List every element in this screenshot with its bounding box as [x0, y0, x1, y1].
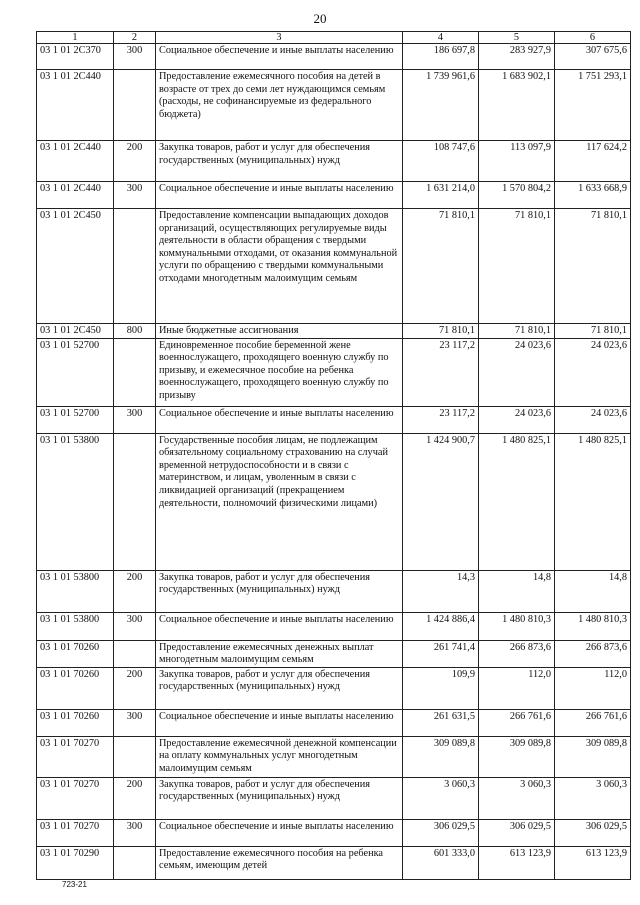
row-value-year-3: 306 029,5	[555, 819, 631, 846]
row-expense-type	[114, 736, 156, 777]
row-value-year-2: 24 023,6	[479, 338, 555, 406]
row-code: 03 1 01 53800	[37, 570, 114, 612]
table-row	[37, 141, 631, 182]
row-value-year-2: 309 089,8	[479, 736, 555, 777]
row-value-year-2: 1 683 902,1	[479, 70, 555, 141]
row-value-year-3: 1 480 810,3	[555, 612, 631, 640]
row-code: 03 1 01 2С440	[37, 70, 114, 141]
row-value-year-3: 24 023,6	[555, 406, 631, 433]
row-value-year-2: 283 927,9	[479, 44, 555, 70]
row-value-year-3: 117 624,2	[555, 141, 631, 182]
row-code: 03 1 01 52700	[37, 406, 114, 433]
row-expense-type: 300	[114, 709, 156, 736]
row-name: Закупка товаров, работ и услуг для обеспечения государственных (муниципальных) нужд	[156, 141, 403, 182]
row-value-year-3: 266 761,6	[555, 709, 631, 736]
row-value-year-1: 71 810,1	[403, 209, 479, 324]
row-value-year-2: 14,8	[479, 570, 555, 612]
row-value-year-3: 266 873,6	[555, 640, 631, 667]
table-row	[37, 640, 631, 667]
row-value-year-2: 113 097,9	[479, 141, 555, 182]
row-code: 03 1 01 2С450	[37, 209, 114, 324]
row-code: 03 1 01 70270	[37, 736, 114, 777]
row-value-year-3: 71 810,1	[555, 324, 631, 339]
table-row	[37, 709, 631, 736]
row-value-year-3: 1 480 825,1	[555, 433, 631, 570]
row-code: 03 1 01 2С370	[37, 44, 114, 70]
header-col-4: 4	[403, 32, 479, 44]
row-expense-type	[114, 640, 156, 667]
row-value-year-1: 261 741,4	[403, 640, 479, 667]
row-name: Предоставление ежемесячного пособия на детей в возрасте от трех до семи лет нуждающимся семьям (расходы, не софинансируемые из федерального бюджета)	[156, 70, 403, 141]
row-value-year-3: 3 060,3	[555, 777, 631, 819]
row-value-year-2: 112,0	[479, 667, 555, 709]
row-name: Социальное обеспечение и иные выплаты населению	[156, 44, 403, 70]
table-row	[37, 406, 631, 433]
row-value-year-1: 1 739 961,6	[403, 70, 479, 141]
table-row	[37, 338, 631, 406]
row-value-year-2: 24 023,6	[479, 406, 555, 433]
row-value-year-3: 1 633 668,9	[555, 182, 631, 209]
row-code: 03 1 01 53800	[37, 433, 114, 570]
table-row	[37, 570, 631, 612]
table-row	[37, 777, 631, 819]
row-code: 03 1 01 70260	[37, 640, 114, 667]
row-value-year-3: 613 123,9	[555, 846, 631, 879]
table-row	[37, 846, 631, 879]
header-col-1: 1	[37, 32, 114, 44]
row-expense-type	[114, 209, 156, 324]
row-expense-type: 200	[114, 141, 156, 182]
row-value-year-1: 186 697,8	[403, 44, 479, 70]
budget-table	[36, 31, 631, 880]
row-value-year-2: 1 480 810,3	[479, 612, 555, 640]
footer-code: 723-21	[62, 880, 87, 889]
row-expense-type	[114, 338, 156, 406]
table-row	[37, 667, 631, 709]
row-expense-type: 300	[114, 819, 156, 846]
table-row	[37, 70, 631, 141]
row-expense-type: 200	[114, 667, 156, 709]
row-name: Социальное обеспечение и иные выплаты населению	[156, 819, 403, 846]
row-code: 03 1 01 70260	[37, 709, 114, 736]
row-name: Социальное обеспечение и иные выплаты населению	[156, 182, 403, 209]
row-code: 03 1 01 53800	[37, 612, 114, 640]
row-expense-type: 300	[114, 612, 156, 640]
row-value-year-1: 1 631 214,0	[403, 182, 479, 209]
row-value-year-3: 1 751 293,1	[555, 70, 631, 141]
row-code: 03 1 01 2С440	[37, 141, 114, 182]
row-code: 03 1 01 2С450	[37, 324, 114, 339]
row-expense-type	[114, 433, 156, 570]
row-value-year-3: 14,8	[555, 570, 631, 612]
row-expense-type: 800	[114, 324, 156, 339]
row-value-year-1: 23 117,2	[403, 406, 479, 433]
row-name: Социальное обеспечение и иные выплаты населению	[156, 406, 403, 433]
row-name: Предоставление ежемесячного пособия на ребенка семьям, имеющим детей	[156, 846, 403, 879]
row-value-year-2: 1 570 804,2	[479, 182, 555, 209]
row-value-year-1: 306 029,5	[403, 819, 479, 846]
table-row	[37, 44, 631, 70]
row-name: Предоставление компенсации выпадающих доходов организаций, осуществляющих регулируемые виды деятельности в области обращения с твердыми коммунальными отходами, от оказания коммунальной услуги по обращению с твердыми коммунальными отходами многодетным малоимущим семьям	[156, 209, 403, 324]
row-code: 03 1 01 70290	[37, 846, 114, 879]
row-code: 03 1 01 2С440	[37, 182, 114, 209]
row-value-year-1: 108 747,6	[403, 141, 479, 182]
row-value-year-1: 1 424 886,4	[403, 612, 479, 640]
row-value-year-1: 309 089,8	[403, 736, 479, 777]
row-name: Социальное обеспечение и иные выплаты населению	[156, 612, 403, 640]
row-value-year-2: 71 810,1	[479, 209, 555, 324]
row-name: Предоставление ежемесячных денежных выплат многодетным малоимущим семьям	[156, 640, 403, 667]
row-name: Закупка товаров, работ и услуг для обеспечения государственных (муниципальных) нужд	[156, 667, 403, 709]
row-value-year-2: 266 873,6	[479, 640, 555, 667]
row-expense-type: 300	[114, 182, 156, 209]
header-row	[37, 32, 631, 44]
row-value-year-1: 14,3	[403, 570, 479, 612]
row-expense-type	[114, 846, 156, 879]
row-value-year-3: 24 023,6	[555, 338, 631, 406]
row-value-year-3: 307 675,6	[555, 44, 631, 70]
row-name: Закупка товаров, работ и услуг для обеспечения государственных (муниципальных) нужд	[156, 777, 403, 819]
row-code: 03 1 01 52700	[37, 338, 114, 406]
table-row	[37, 182, 631, 209]
table-row	[37, 433, 631, 570]
row-code: 03 1 01 70260	[37, 667, 114, 709]
table-row	[37, 324, 631, 339]
header-col-5: 5	[479, 32, 555, 44]
header-col-3: 3	[156, 32, 403, 44]
row-value-year-2: 71 810,1	[479, 324, 555, 339]
row-value-year-1: 261 631,5	[403, 709, 479, 736]
row-value-year-2: 1 480 825,1	[479, 433, 555, 570]
row-value-year-2: 266 761,6	[479, 709, 555, 736]
table-row	[37, 209, 631, 324]
table-row	[37, 819, 631, 846]
row-expense-type: 200	[114, 570, 156, 612]
row-name: Единовременное пособие беременной жене военнослужащего, проходящего военную службу по призыву, и ежемесячное пособие на ребенка военнослужащего, проходящего военную службу по призыву	[156, 338, 403, 406]
row-name: Предоставление ежемесячной денежной компенсации на оплату коммунальных услуг многодетным малоимущим семьям	[156, 736, 403, 777]
page-number: 20	[313, 11, 327, 26]
row-code: 03 1 01 70270	[37, 777, 114, 819]
row-value-year-2: 613 123,9	[479, 846, 555, 879]
row-expense-type: 200	[114, 777, 156, 819]
row-value-year-3: 71 810,1	[555, 209, 631, 324]
row-name: Иные бюджетные ассигнования	[156, 324, 403, 339]
row-name: Закупка товаров, работ и услуг для обеспечения государственных (муниципальных) нужд	[156, 570, 403, 612]
row-value-year-1: 71 810,1	[403, 324, 479, 339]
row-value-year-1: 3 060,3	[403, 777, 479, 819]
row-expense-type: 300	[114, 44, 156, 70]
row-name: Государственные пособия лицам, не подлежащим обязательному социальному страхованию на случай временной нетрудоспособности и в связи с материнством, и лицам, уволенным в связи с ликвидацией организаций (прекращением деятельности, полномочий физическими лицами)	[156, 433, 403, 570]
header-col-2: 2	[114, 32, 156, 44]
table-row	[37, 736, 631, 777]
table-row	[37, 612, 631, 640]
row-code: 03 1 01 70270	[37, 819, 114, 846]
row-value-year-3: 309 089,8	[555, 736, 631, 777]
row-expense-type	[114, 70, 156, 141]
row-value-year-1: 109,9	[403, 667, 479, 709]
row-name: Социальное обеспечение и иные выплаты населению	[156, 709, 403, 736]
header-col-6: 6	[555, 32, 631, 44]
row-value-year-3: 112,0	[555, 667, 631, 709]
row-value-year-2: 3 060,3	[479, 777, 555, 819]
row-value-year-2: 306 029,5	[479, 819, 555, 846]
row-value-year-1: 23 117,2	[403, 338, 479, 406]
row-expense-type: 300	[114, 406, 156, 433]
row-value-year-1: 1 424 900,7	[403, 433, 479, 570]
row-value-year-1: 601 333,0	[403, 846, 479, 879]
